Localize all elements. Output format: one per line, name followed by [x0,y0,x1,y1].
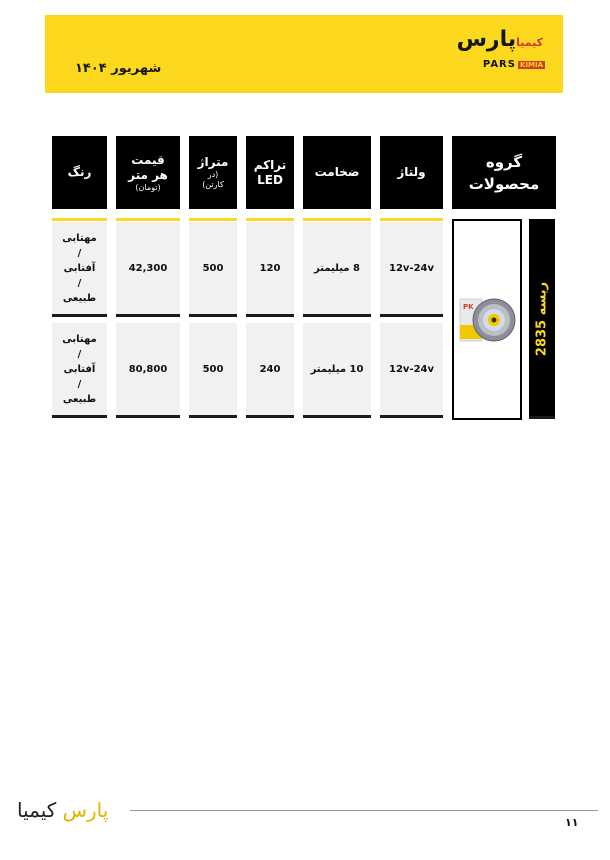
accent-line [303,218,371,221]
table-cell-thickness: 10 میلیمتر [303,323,371,415]
col-header-thickness [303,136,371,209]
logo-persian [457,27,545,52]
page-number: ۱۱ [565,816,579,829]
series-label-bar [529,219,555,418]
row-divider [116,415,180,418]
col-header-group-label: گروه محصولات [468,152,540,193]
col-header-length-sub: (در کارتن) [202,170,224,189]
logo-english-sub: KIMIA [519,61,543,69]
col-header-thickness-label: ضخامت [314,165,360,179]
row-divider [189,314,237,317]
table-cell-length: 500 [189,222,237,314]
col-header-length [189,136,237,209]
series-label: ریسه 2835 [534,281,550,356]
table-cell-voltage: 12v-24v [380,323,443,415]
led-strip-reel-icon [458,295,516,345]
accent-line [380,218,443,221]
footer-brand [17,798,108,822]
row-divider [52,415,107,418]
table-cell-thickness: 8 میلیمتر [303,222,371,314]
footer-brand-word-2: کیمیا [17,798,57,822]
row-divider [303,415,371,418]
row-divider [116,314,180,317]
col-header-color [52,136,107,209]
footer-brand-word-1: پارس [62,798,109,822]
logo-english-main: PARS [482,59,516,70]
row-divider [380,314,443,317]
col-header-length-label: متراژ [197,155,229,169]
col-header-price-sub: (تومان) [135,182,161,192]
logo-english [483,59,545,70]
accent-line [189,218,237,221]
accent-line [246,218,294,221]
col-header-color-label: رنگ [67,165,92,179]
row-divider [189,415,237,418]
col-header-density [246,136,294,209]
color-options-text: مهتابی / آفتابی / طبیعی [62,232,97,304]
table-cell-voltage: 12v-24v [380,222,443,314]
product-image-box [452,219,522,420]
svg-text:PK: PK [463,303,474,311]
accent-line [116,218,180,221]
footer-divider [130,810,598,811]
table-cell-density: 120 [246,222,294,314]
row-divider [246,314,294,317]
row-divider [380,415,443,418]
pars-kimia-logo [456,27,545,81]
table-cell-density: 240 [246,323,294,415]
row-divider [303,314,371,317]
table-cell-color [52,222,107,314]
table-cell-price: 42,300 [116,222,180,314]
logo-persian-main: پارس [456,27,517,52]
logo-persian-sub: کیمیا [516,36,543,49]
row-divider [52,314,107,317]
date-label: شهریور ۱۴۰۴ [75,61,162,76]
table-cell-length: 500 [189,323,237,415]
col-header-price [116,136,180,209]
table-cell-price: 80,800 [116,323,180,415]
col-header-price-label: قیمت هر متر [128,152,168,182]
col-header-group [452,136,556,209]
row-divider [529,416,555,419]
row-divider [246,415,294,418]
color-options-text: مهتابی / آفتابی / طبیعی [62,333,97,405]
accent-line [52,218,107,221]
col-header-voltage [380,136,443,209]
col-header-voltage-label: ولتاژ [397,165,426,179]
header-banner [45,15,563,93]
col-header-density-label: تراکم LED [253,157,287,187]
table-cell-color [52,323,107,415]
